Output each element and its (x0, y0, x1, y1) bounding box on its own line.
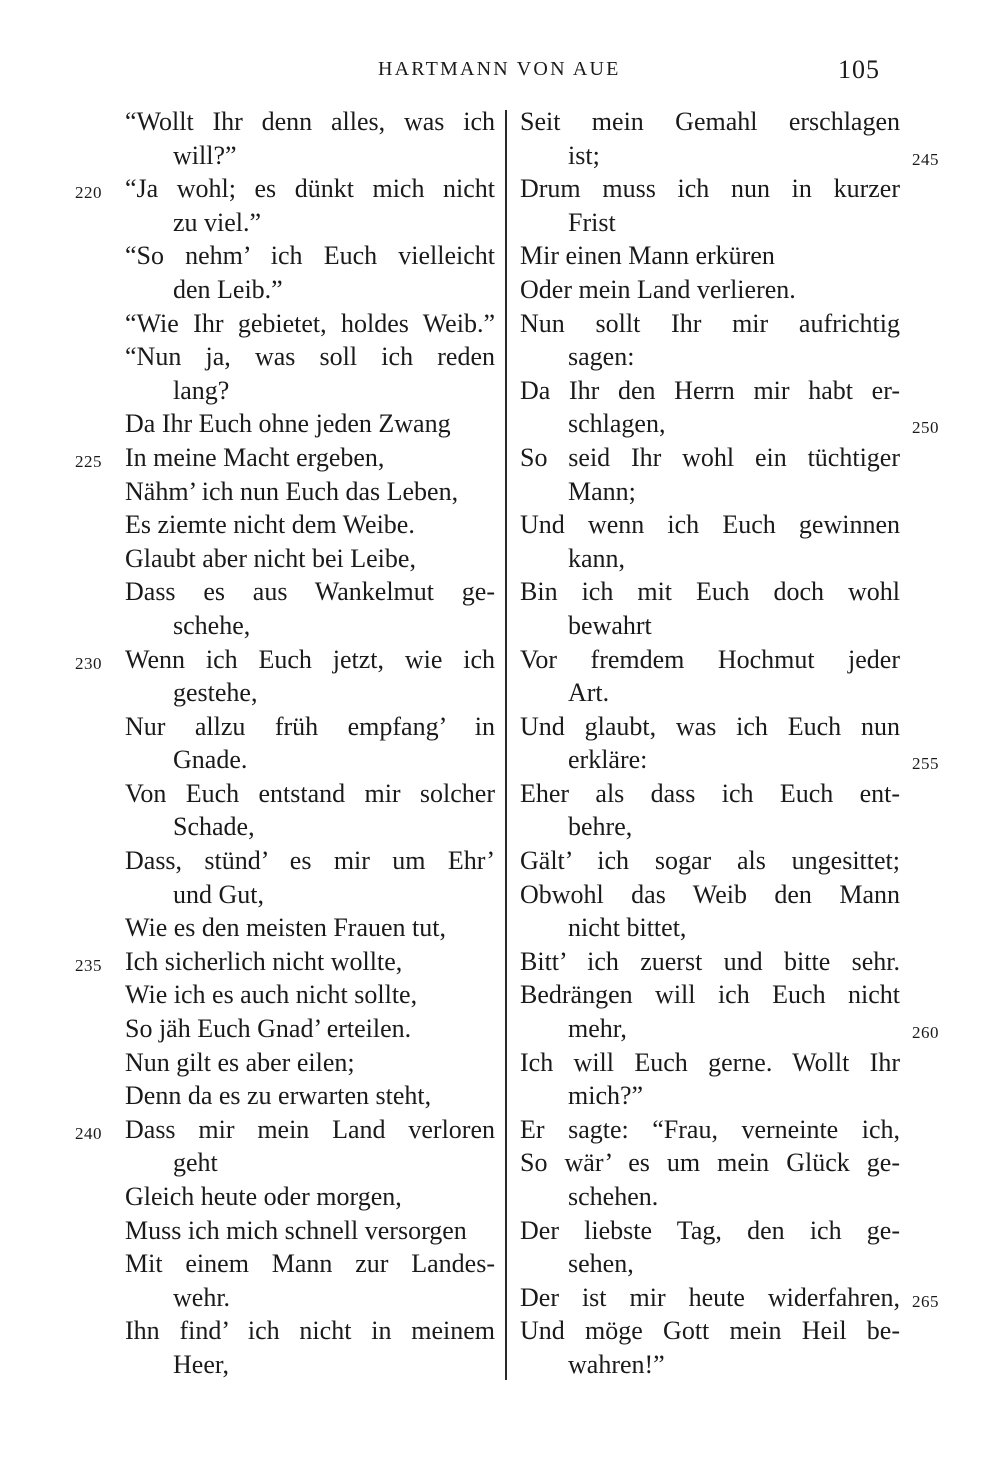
left-verse-line (125, 1214, 495, 1248)
line-number: 225 (75, 451, 102, 471)
right-verse-line (520, 575, 900, 609)
verse-text: Es ziemte nicht dem Weibe. (125, 510, 415, 540)
right-verse-line (520, 340, 900, 374)
right-verse-line (520, 105, 900, 139)
verse-text: “Wie Ihr gebietet, holdes Weib.” (125, 308, 495, 338)
verse-text: will?” (173, 140, 237, 170)
right-verse-line (520, 911, 900, 945)
line-number: 235 (75, 955, 102, 975)
verse-text: Und wenn ich Euch gewinnen (520, 510, 900, 540)
verse-text: Dass es aus Wankelmut ge- (125, 577, 495, 607)
verse-text: erkläre: (568, 745, 648, 775)
verse-text: lang? (173, 375, 230, 405)
verse-text: Bitt’ ich zuerst und bitte sehr. (520, 946, 900, 976)
verse-text: “Ja wohl; es dünkt mich nicht (125, 174, 495, 204)
verse-text: gestehe, (173, 678, 258, 708)
verse-text: Ihn find’ ich nicht in meinem (125, 1316, 495, 1346)
verse-text: sagen: (568, 342, 635, 372)
right-verse-line (520, 710, 900, 744)
verse-text: Wenn ich Euch jetzt, wie ich (125, 644, 495, 674)
verse-text: Der ist mir heute widerfahren, (520, 1282, 900, 1312)
left-verse-line (125, 1146, 495, 1180)
left-verse-line (125, 139, 495, 173)
right-verse-line (520, 643, 900, 677)
verse-text: Oder mein Land verlieren. (520, 274, 796, 304)
verse-text: Drum muss ich nun in kurzer (520, 174, 900, 204)
verse-text: Gält’ ich sogar als ungesittet; (520, 846, 900, 876)
left-verse-line (125, 710, 495, 744)
right-verse-line (520, 475, 900, 509)
left-verse-line (125, 575, 495, 609)
right-verse-line (520, 1012, 939, 1046)
verse-text: Der liebste Tag, den ich ge- (520, 1215, 900, 1245)
verse-text: Glaubt aber nicht bei Leibe, (125, 543, 416, 573)
verse-text: Und glaubt, was ich Euch nun (520, 711, 900, 741)
left-verse-line (125, 911, 495, 945)
left-verse-line (125, 844, 495, 878)
left-verse-line (75, 1113, 495, 1147)
verse-text: Eher als dass ich Euch ent- (520, 778, 900, 808)
page-number: 105 (838, 55, 880, 84)
right-verse-line (520, 810, 900, 844)
line-number: 230 (75, 653, 102, 673)
right-verse-line (520, 1079, 900, 1113)
right-verse-line (520, 1046, 900, 1080)
verse-text: Mir einen Mann erküren (520, 241, 775, 271)
left-verse-line (125, 407, 495, 441)
verse-text: schlagen, (568, 409, 666, 439)
right-verse-line (520, 1348, 900, 1382)
right-verse-line (520, 978, 900, 1012)
verse-text: sehen, (568, 1249, 634, 1279)
verse-text: So wär’ es um mein Glück ge- (520, 1148, 900, 1178)
verse-text: mehr, (568, 1014, 627, 1044)
left-verse-line (75, 172, 495, 206)
right-verse-line (520, 307, 900, 341)
verse-text: Mit einem Mann zur Landes- (125, 1249, 495, 1279)
line-number: 245 (912, 149, 939, 169)
left-verse-line (125, 105, 495, 139)
left-verse-line (125, 206, 495, 240)
verse-text: Er sagte: “Frau, verneinte ich, (520, 1114, 900, 1144)
left-verse-line (125, 307, 495, 341)
verse-text: Ich sicherlich nicht wollte, (125, 946, 403, 976)
line-number: 265 (912, 1291, 939, 1311)
left-verse-column (75, 105, 495, 1382)
verse-text: Mann; (568, 476, 636, 506)
verse-text: schehen. (568, 1182, 659, 1211)
left-verse-line (125, 743, 495, 777)
left-verse-line (125, 374, 495, 408)
left-verse-line (125, 1046, 495, 1080)
verse-text: Heer, (173, 1349, 229, 1379)
verse-text: Seit mein Gemahl erschlagen (520, 107, 900, 136)
right-verse-line (520, 441, 900, 475)
verse-text: So seid Ihr wohl ein tüchtiger (520, 442, 900, 472)
verse-text: bewahrt (568, 610, 652, 640)
verse-text: Frist (568, 207, 616, 237)
verse-text: und Gut, (173, 879, 264, 909)
verse-text: Dass, stünd’ es mir um Ehr’ (125, 846, 495, 876)
column-divider (505, 110, 507, 1380)
verse-text: wahren!” (568, 1349, 665, 1379)
verse-text: Nur allzu früh empfang’ in (125, 711, 495, 741)
right-verse-line (520, 139, 939, 173)
verse-text: Da Ihr Euch ohne jeden Zwang (125, 409, 451, 439)
verse-text: Wie es den meisten Frauen tut, (125, 913, 446, 943)
left-verse-line (125, 1012, 495, 1046)
verse-text: Denn da es zu erwarten steht, (125, 1081, 432, 1111)
right-verse-line (520, 743, 939, 777)
right-verse-line (520, 542, 900, 576)
verse-text: Gnade. (173, 745, 248, 775)
verse-text: Da Ihr den Herrn mir habt er- (520, 375, 900, 405)
verse-text: geht (173, 1148, 218, 1178)
right-verse-line (520, 1281, 939, 1315)
line-number: 255 (912, 754, 939, 774)
left-verse-line (125, 508, 495, 542)
right-verse-line (520, 172, 900, 206)
left-verse-line (125, 239, 495, 273)
left-verse-line (125, 609, 495, 643)
verse-text: Nun sollt Ihr mir aufrichtig (520, 308, 900, 338)
right-verse-line (520, 508, 900, 542)
left-verse-line (75, 945, 495, 979)
line-number: 240 (75, 1123, 102, 1143)
right-verse-line (520, 1247, 900, 1281)
line-number: 260 (912, 1023, 939, 1043)
verse-text: In meine Macht ergeben, (125, 442, 385, 472)
verse-text: “Wollt Ihr denn alles, was ich (125, 107, 495, 136)
left-verse-line (75, 643, 495, 677)
left-verse-line (125, 1079, 495, 1113)
right-verse-line (520, 374, 900, 408)
left-verse-line (125, 1348, 495, 1382)
left-verse-line (125, 542, 495, 576)
right-verse-line (520, 878, 900, 912)
right-verse-line (520, 609, 900, 643)
left-verse-line (125, 1180, 495, 1214)
verse-text: Gleich heute oder morgen, (125, 1182, 402, 1211)
right-verse-line (520, 777, 900, 811)
verse-text: nicht bittet, (568, 913, 687, 943)
line-number: 220 (75, 183, 102, 203)
verse-text: Schade, (173, 812, 255, 842)
left-verse-line (125, 340, 495, 374)
left-verse-line (125, 978, 495, 1012)
right-verse-line (520, 1180, 900, 1214)
verse-text: Nähm’ ich nun Euch das Leben, (125, 476, 459, 506)
verse-text: “So nehm’ ich Euch vielleicht (125, 241, 495, 271)
right-verse-line (520, 407, 939, 441)
left-verse-line (125, 810, 495, 844)
right-verse-line (520, 676, 900, 710)
verse-text: ist; (568, 140, 600, 170)
right-verse-line (520, 1314, 900, 1348)
left-verse-line (125, 475, 495, 509)
verse-text: Muss ich mich schnell versorgen (125, 1215, 467, 1245)
verse-text: behre, (568, 812, 633, 842)
right-verse-line (520, 239, 900, 273)
left-verse-line (125, 878, 495, 912)
verse-text: mich?” (568, 1081, 644, 1111)
right-verse-line (520, 1113, 900, 1147)
right-verse-line (520, 1214, 900, 1248)
left-verse-line (125, 273, 495, 307)
verse-text: schehe, (173, 610, 251, 640)
verse-text: Und möge Gott mein Heil be- (520, 1316, 900, 1346)
right-verse-line (520, 945, 900, 979)
verse-text: den Leib.” (173, 274, 283, 304)
verse-text: zu viel.” (173, 207, 262, 237)
left-verse-line (125, 1314, 495, 1348)
left-verse-line (125, 1281, 495, 1315)
verse-text: So jäh Euch Gnad’ erteilen. (125, 1014, 412, 1044)
right-verse-line (520, 206, 900, 240)
verse-text: Nun gilt es aber eilen; (125, 1047, 355, 1077)
verse-text: “Nun ja, was soll ich reden (125, 342, 495, 372)
left-verse-line (125, 1247, 495, 1281)
right-verse-line (520, 844, 900, 878)
right-verse-line (520, 1146, 900, 1180)
verse-text: Bedrängen will ich Euch nicht (520, 980, 900, 1010)
verse-text: Von Euch entstand mir solcher (125, 778, 495, 808)
verse-text: Obwohl das Weib den Mann (520, 879, 900, 909)
verse-text: Ich will Euch gerne. Wollt Ihr (520, 1047, 900, 1077)
verse-text: Vor fremdem Hochmut jeder (520, 644, 900, 674)
right-verse-column (520, 105, 939, 1382)
left-verse-line (75, 441, 495, 475)
verse-text: Wie ich es auch nicht sollte, (125, 980, 418, 1010)
verse-text: Dass mir mein Land verloren (125, 1114, 495, 1144)
verse-text: Art. (568, 678, 610, 708)
running-head-title: HARTMANN VON AUE (378, 58, 621, 80)
line-number: 250 (912, 418, 939, 438)
left-verse-line (125, 676, 495, 710)
right-verse-line (520, 273, 900, 307)
verse-text: kann, (568, 543, 626, 573)
verse-text: wehr. (173, 1282, 231, 1312)
verse-text: Bin ich mit Euch doch wohl (520, 577, 900, 607)
left-verse-line (125, 777, 495, 811)
